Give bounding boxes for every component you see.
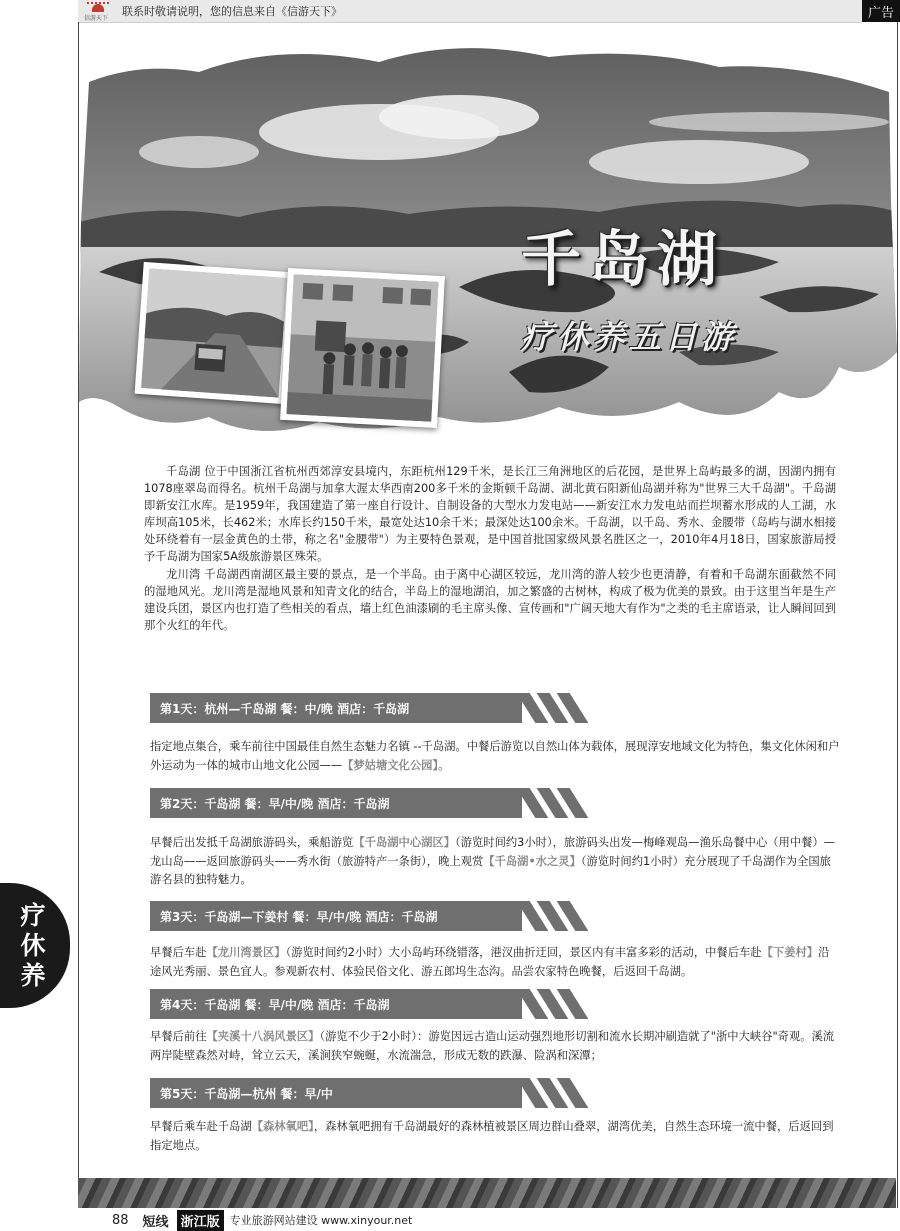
attraction-name: 【千岛湖•水之灵】 (483, 854, 581, 868)
description-text: 早餐后乘车赴千岛湖 (150, 1120, 252, 1133)
photo-bus-road (135, 262, 294, 404)
day-title: 第4天：千岛湖 餐：早/中/晚 酒店：千岛湖 (160, 997, 390, 1012)
logo (84, 2, 112, 20)
description-text: （游览时间约3小时），旅游码头出发—梅峰观岛—渔乐岛餐中心（用中餐）—龙山岛——返回旅游码头——秀水街（旅游特产一条街），晚上观赏 (150, 836, 836, 868)
hero-image (79, 22, 897, 442)
intro-text (144, 463, 836, 634)
day-3-header (150, 901, 522, 931)
website-text: 专业旅游网站建设 www.xinyour.net (229, 1214, 413, 1227)
side-label-char: 养 (20, 960, 46, 990)
day-title: 第2天：千岛湖 餐：早/中/晚 酒店：千岛湖 (160, 796, 390, 811)
ad-tag: 广告 (862, 0, 900, 22)
description-text: 早餐后出发抵千岛湖旅游码头，乘船游览 (150, 836, 354, 849)
intro-paragraph-qiandaohu: 千岛湖 位于中国浙江省杭州西郊淳安县境内，东距杭州129千米，是长江三角洲地区的后花园，是世界上岛屿最多的湖，因湖内拥有1078座翠岛而得名。杭州千岛湖与加拿大渥太华西南200多千米的金斯顿千岛湖、湖北黄石阳新仙岛湖并称为"世界三大千岛湖"。千岛湖即新安江水库。是1959年，我国建造了第一座自行设计、自制设备的大型水力发电站——新安江水力发电站而拦坝蓄水形成的人工湖，水库坝高105米，长462米；水库长约150千米，最宽处达10余千米；最深处达100余米。千岛湖，以千岛、秀水、金腰带（岛屿与湖水相接处环绕着有一层金黄色的土带，称之名"金腰带"）为主要特色景观，是中国首批国家级风景名胜区之一，2010年4月18日，国家旅游局授予千岛湖为国家5A级旅游景区殊荣。 (144, 465, 836, 564)
attraction-name: 【梦姑塘文化公园】 (342, 758, 439, 772)
page-number: 88 (112, 1212, 129, 1228)
stripe-decoration (522, 989, 602, 1019)
description-text: 早餐后车赴 (150, 946, 207, 959)
section-name: 短线 (142, 1214, 169, 1230)
stripe-decoration (522, 901, 602, 931)
description-text: 早餐后前往 (150, 1030, 207, 1043)
stripe-decoration (522, 1078, 602, 1108)
side-label-char: 休 (20, 930, 46, 960)
hero-title: 千岛湖 (521, 225, 725, 295)
bus-photo-illustration (141, 268, 287, 397)
attraction-name: 【夹溪十八涡风景区】 (206, 1030, 320, 1043)
contact-notice: 联系时敬请说明，您的信息来自《信游天下》 (122, 5, 342, 18)
description-text: （游览不少于2小时）：游览因远古造山运动强烈地形切割和流水长期冲刷造就了"浙中大峡谷"奇观。溪流两岸陡壁森然对峙，耸立云天，溪涧狭窄蜿蜒，水流湍急，形成无数的跌瀑、险涡和深潭； (150, 1030, 835, 1062)
edition-badge: 浙江版 (177, 1210, 224, 1231)
stripe-decoration (522, 788, 602, 818)
day-5-header (150, 1078, 522, 1108)
logo-text: 信游天下 (84, 15, 109, 22)
description-text: ，森林氧吧拥有千岛湖最好的森林植被景区周边群山叠翠，湖湾优美，自然生态环境一流中餐，后返回到指定地点。 (150, 1120, 834, 1152)
attraction-name: 【千岛湖中心湖区】 (353, 836, 456, 849)
day-2-description (150, 834, 840, 890)
day-1-description (150, 738, 840, 775)
footer-decoration (78, 1178, 896, 1208)
day-4-description (150, 1028, 840, 1065)
description-text: 。 (438, 758, 450, 772)
description-text: 指定地点集合，乘车前往中国最佳自然生态魅力名镇 --千岛湖。中餐后游览以自然山体为载体，展现淳安地域文化为特色，集文化休闲和户外运动为一体的城市山地文化公园—— (150, 740, 840, 772)
day-title: 第1天：杭州—千岛湖 餐：中/晚 酒店：千岛湖 (160, 701, 410, 716)
day-5-description (150, 1118, 840, 1155)
day-4-header (150, 989, 522, 1019)
intro-paragraph-longchuanwan: 龙川湾 千岛湖西南湖区最主要的景点，是一个半岛。由于离中心湖区较远，龙川湾的游人较少也更清静，有着和千岛湖东面截然不同的湿地风光。龙川湾是湿地风景和知青文化的结合，半岛上的湿地湖泊，加之繁盛的古树林，构成了极为优美的景致。由于这里当年是生产建设兵团，景区内也打造了些相关的看点，墙上红色油漆刷的毛主席头像、宣传画和"广阔天地大有作为"之类的毛主席语录，让人瞬间回到那个火红的年代。 (144, 567, 836, 632)
top-banner (78, 0, 862, 23)
footer (0, 1210, 900, 1230)
description-text: （游览时间约1小时）充分展现了千岛湖作为全国旅游名县的独特魅力。 (150, 854, 831, 886)
hero-subtitle: 疗休养五日游 (521, 318, 738, 356)
side-label-char: 疗 (20, 900, 46, 930)
description-text: 沿途风光秀丽、景色宜人。参观新农村、体验民俗文化、游五郎坞生态沟。品尝农家特色晚餐，后返回千岛湖。 (150, 946, 830, 978)
day-3-description (150, 944, 840, 981)
attraction-name: 【森林氧吧】 (251, 1120, 314, 1133)
attraction-name: 【下姜村】 (761, 946, 819, 959)
day-1-header (150, 693, 522, 723)
day-2-header (150, 788, 522, 818)
group-photo-illustration (286, 274, 438, 421)
description-text: （游览时间约2小时）大小岛屿环绕错落，港汊曲折迂回，景区内有丰富多彩的活动，中餐后车赴 (285, 946, 762, 959)
photo-group-tourists (280, 268, 445, 428)
side-label-tab (0, 883, 70, 1008)
logo-sun-icon (92, 4, 104, 12)
day-title: 第5天：千岛湖—杭州 餐：早/中 (160, 1086, 333, 1101)
stripe-decoration (522, 693, 602, 723)
attraction-name: 【龙川湾景区】 (206, 946, 286, 959)
day-title: 第3天：千岛湖—下姜村 餐：早/中/晚 酒店：千岛湖 (160, 909, 438, 924)
